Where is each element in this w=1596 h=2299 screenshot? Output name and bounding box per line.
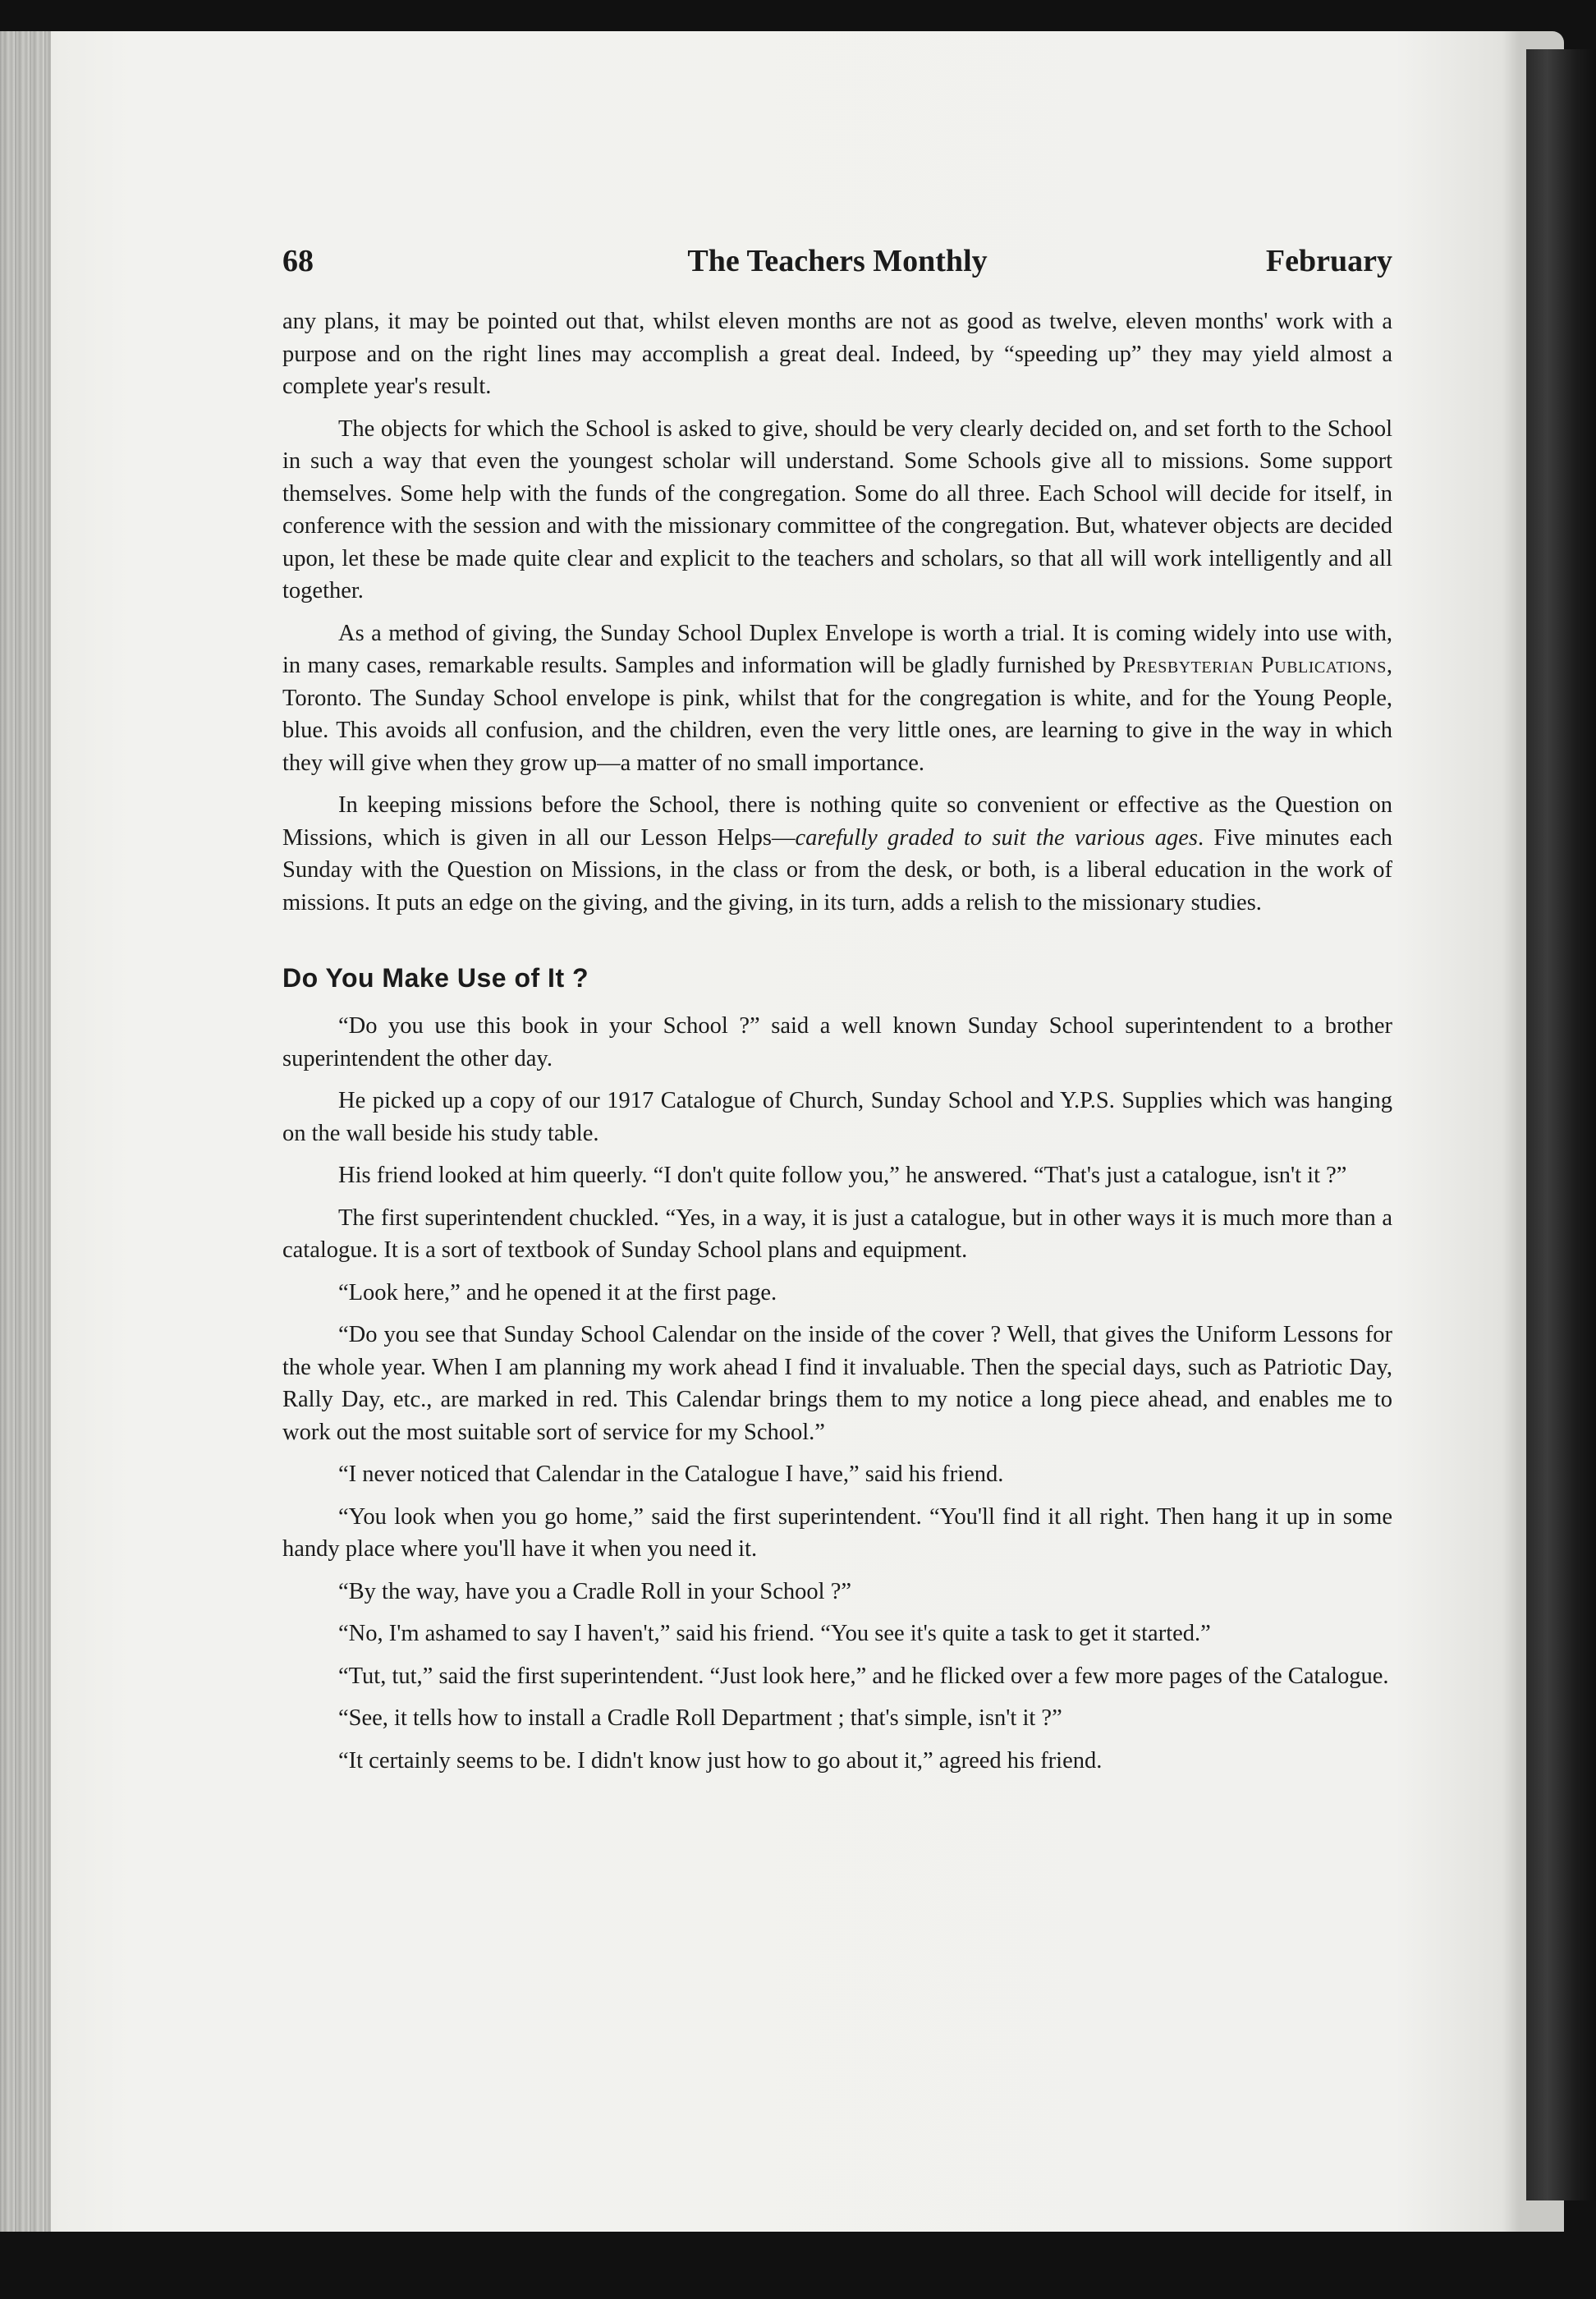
missions-text-before: In keeping missions before the School, there is nothing quite so convenient or effective as the Question on Missions, which is given in all our Lesson Helps—	[282, 792, 1392, 851]
continued-paragraph: any plans, it may be pointed out that, whilst eleven months are not as good as twelve, eleven months' work with a purpose and on the right lines may accomplish a great deal. Indeed, by “speeding up” they may yield almost a complete year's result.	[282, 309, 1392, 399]
missions-text-after: . Five minutes each Sunday with the Question on Missions, in the class or from the desk, or both, is a liberal education in the work of missions. It puts an edge on the giving, and the giving, in its turn, adds a relish to the missionary studies.	[282, 824, 1392, 915]
dialogue-paragraph: The first superintendent chuckled. “Yes, in a way, it is just a catalogue, but in other ways it is much more than a catalogue. It is a sort of textbook of Sunday School plans and equipment.	[282, 1205, 1392, 1263]
page-shadow-edge	[1526, 49, 1596, 2200]
duplex-text-after: , Toronto. The Sunday School envelope is pink, whilst that for the congregation is white, and for the Young People, blue. This avoids all confusion, and the children, even the very little ones, are learning to give in the way in which they will give when they grow up—a matter of no small importance.	[282, 653, 1392, 776]
dialogue-paragraph: “See, it tells how to install a Cradle Roll Department ; that's simple, isn't it ?”	[338, 1705, 1062, 1731]
missions-emphasis: carefully graded to suit the various ages	[795, 824, 1198, 851]
dialogue-paragraph: “Look here,” and he opened it at the first page.	[338, 1279, 777, 1306]
publisher-name: Presbyterian Publications	[1122, 653, 1387, 678]
paragraph-duplex-envelope	[282, 617, 1392, 780]
dialogue-paragraph: “Do you see that Sunday School Calendar on the inside of the cover ? Well, that gives the Uniform Lessons for the whole year. When I am planning my work ahead I find it invaluable. Then the special days, such as Patriotic Day, Rally Day, etc., are marked in red. This Calendar brings them to my notice a long piece ahead, and enables me to work out the most suitable sort of service for my School.”	[282, 1322, 1392, 1445]
dialogue-paragraph: “Tut, tut,” said the first superintendent. “Just look here,” and he flicked over a few more pages of the Catalogue.	[338, 1663, 1389, 1689]
dialogue-paragraph: “I never noticed that Calendar in the Catalogue I have,” said his friend.	[338, 1462, 1004, 1487]
dialogue-paragraph: He picked up a copy of our 1917 Catalogue of Church, Sunday School and Y.P.S. Supplies which was hanging on the wall beside his study table.	[282, 1088, 1392, 1146]
section-heading: Do You Make Use of It ?	[282, 963, 589, 993]
issue-month: February	[1265, 244, 1392, 278]
dialogue-paragraph: “By the way, have you a Cradle Roll in your School ?”	[338, 1578, 851, 1604]
dialogue-paragraph: “It certainly seems to be. I didn't know just how to go about it,” agreed his friend.	[338, 1747, 1103, 1774]
paragraph-objects: The objects for which the School is asked to give, should be very clearly decided on, and set forth to the School in such a way that even the youngest scholar will understand. Some Schools give all to missions. Some support themselves. Some help with the funds of the congregation. Some do all three. Each School will decide for itself, in conference with the session and with the missionary committee of the congregation. But, whatever objects are decided upon, let these be made quite clear and explicit to the teachers and scholars, so that all will work intelligently and all together.	[282, 415, 1392, 603]
page-number: 68	[282, 244, 314, 278]
dialogue-paragraph: “No, I'm ashamed to say I haven't,” said his friend. “You see it's quite a task to get it started.”	[338, 1621, 1211, 1646]
running-header	[282, 243, 1392, 292]
dialogue-paragraph: “You look when you go home,” said the first superintendent. “You'll find it all right. Then hang it up in some handy place where you'll have it when you need it.	[282, 1503, 1392, 1562]
journal-title: The Teachers Monthly	[687, 244, 988, 278]
dialogue-paragraph: His friend looked at him queerly. “I don't quite follow you,” he answered. “That's just a catalogue, isn't it ?”	[338, 1163, 1347, 1188]
page-content	[282, 243, 1392, 1787]
book-binding-edge	[0, 31, 51, 2232]
duplex-text-before: As a method of giving, the Sunday School Duplex Envelope is worth a trial. It is coming widely into use with, in many cases, remarkable results. Samples and information will be gladly furnished by	[282, 620, 1392, 678]
paragraph-missions	[282, 789, 1392, 919]
dialogue-paragraph: “Do you use this book in your School ?” said a well known Sunday School superintendent to a brother superintendent the other day.	[282, 1013, 1392, 1071]
